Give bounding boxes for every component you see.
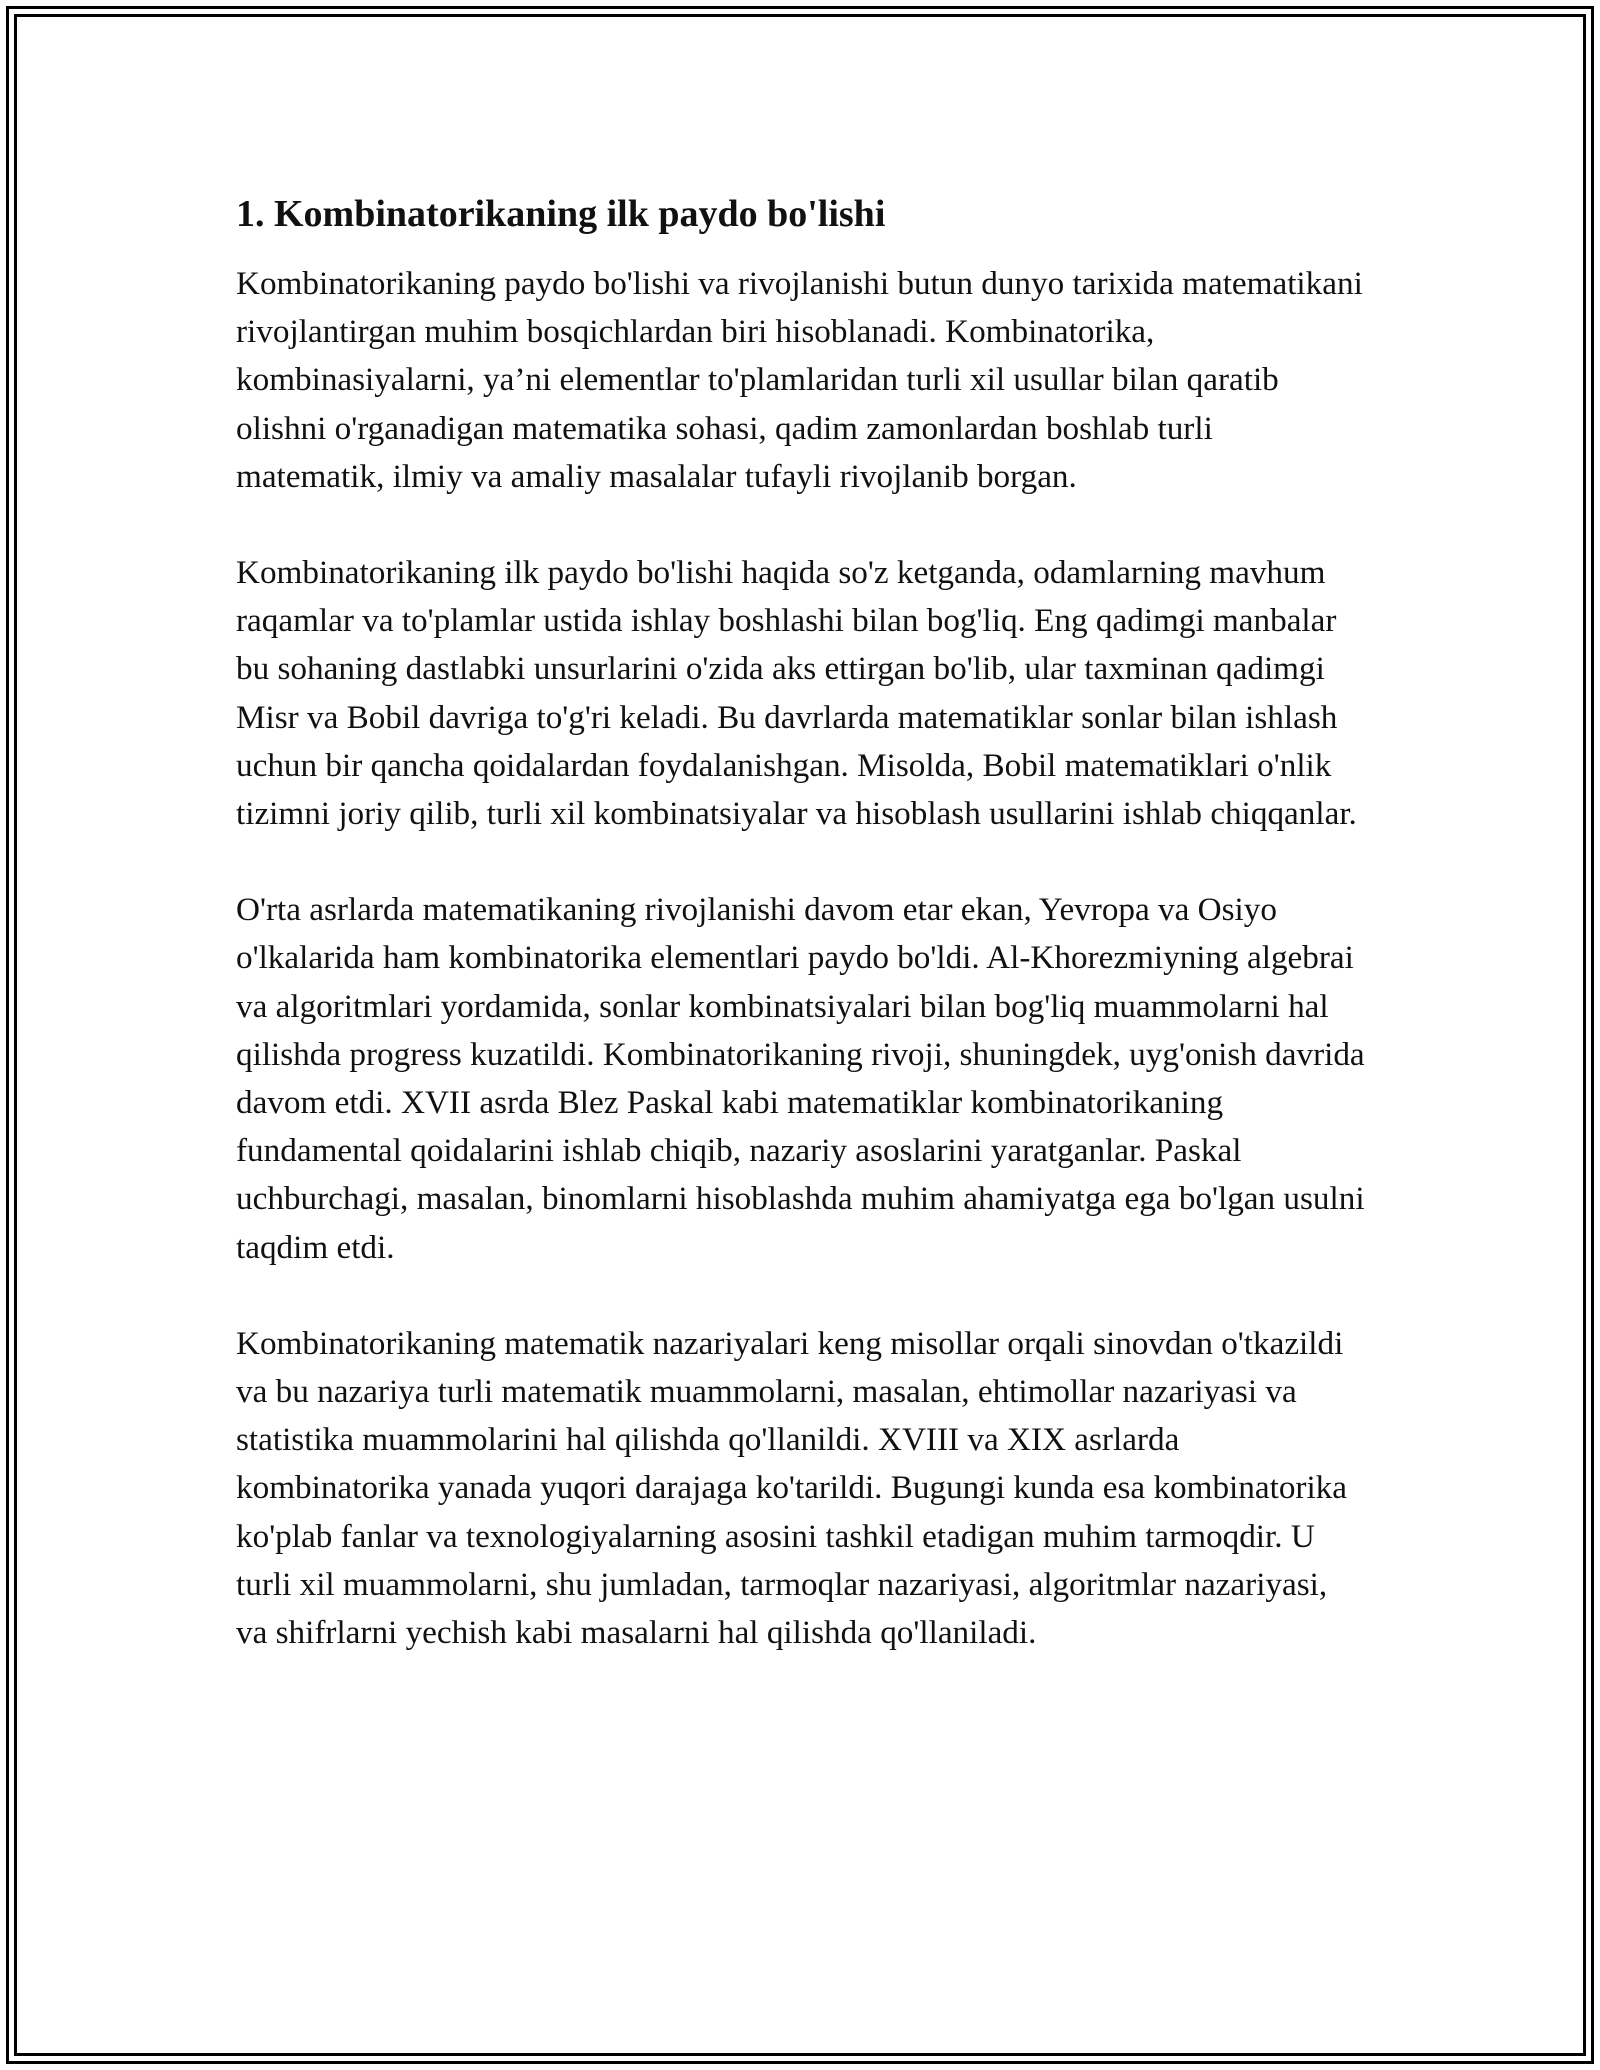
paragraph-3: O'rta asrlarda matematikaning rivojlanishi davom etar ekan, Yevropa va Osiyo o'lkalarida ham kombinatorika elementlari paydo bo'ldi. Al-Khorezmiyning algebrai va algoritmlari yordamida, sonlar kombinatsiyalari bilan bog'liq muammolarni hal qilishda progress kuzatildi. Kombinatorikaning rivoji, shuningdek, uyg'onish davrida davom etdi. XVII asrda Blez Paskal kabi matematiklar kombinatorikaning fundamental qoidalarini ishlab chiqib, nazariy asoslarini yaratganlar. Paskal uchburchagi, masalan, binomlarni hisoblashda muhim ahamiyatga ega bo'lgan usulni taqdim etdi.: [236, 891, 1365, 1266]
paragraph-4: Kombinatorikaning matematik nazariyalari keng misollar orqali sinovdan o'tkazildi va bu nazariya turli matematik muammolarni, masalan, ehtimollar nazariyasi va statistika muammolarini hal qilishda qo'llanildi. XVIII va XIX asrlarda kombinatorika yanada yuqori darajaga ko'tarildi. Bugungi kunda esa kombinatorika ko'plab fanlar va texnologiyalarning asosini tashkil etadigan muhim tarmoqdir. U turli xil muammolarni, shu jumladan, tarmoqlar nazariyasi, algoritmlar nazariyasi, va shifrlarni yechish kabi masalarni hal qilishda qo'llaniladi.: [236, 1324, 1348, 1652]
paragraph-1: Kombinatorikaning paydo bo'lishi va rivojlanishi butun dunyo tarixida matematikani rivojlantirgan muhim bosqichlardan biri hisoblanadi. Kombinatorika, kombinasiyalarni, ya’ni elementlar to'plamlaridan turli xil usullar bilan qaratib olishni o'rganadigan matematika sohasi, qadim zamonlardan boshlab turli matematik, ilmiy va amaliy masalalar tufayli rivojlanib borgan.: [236, 265, 1363, 495]
document-page: [236, 188, 1366, 1705]
section-heading: 1. Kombinatorikaning ilk paydo bo'lishi: [236, 193, 886, 235]
paragraph-2: Kombinatorikaning ilk paydo bo'lishi haqida so'z ketganda, odamlarning mavhum raqamlar va to'plamlar ustida ishlay boshlashi bilan bog'liq. Eng qadimgi manbalar bu sohaning dastlabki unsurlarini o'zida aks ettirgan bo'lib, ular taxminan qadimgi Misr va Bobil davriga to'g'ri keladi. Bu davrlarda matematiklar sonlar bilan ishlash uchun bir qancha qoidalardan foydalanishgan. Misolda, Bobil matematiklari o'nlik tizimni joriy qilib, turli xil kombinatsiyalar va hisoblash usullarini ishlab chiqqanlar.: [236, 554, 1357, 833]
